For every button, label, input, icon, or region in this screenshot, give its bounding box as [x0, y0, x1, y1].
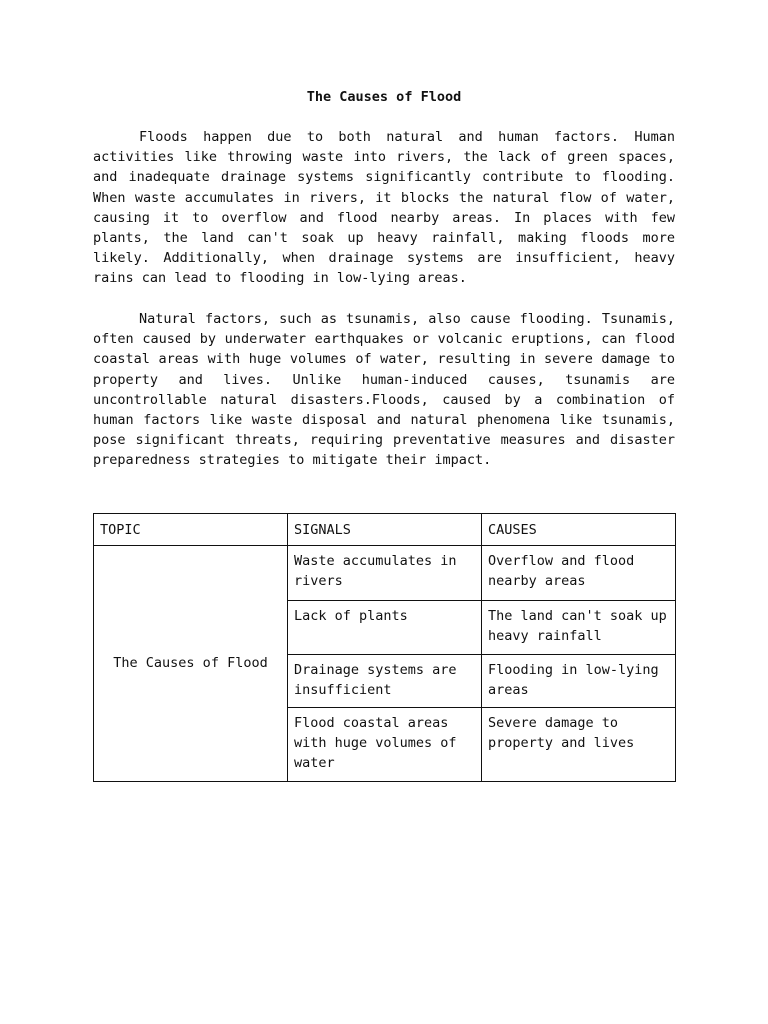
table-header-row — [94, 514, 676, 546]
cause-cell: Overflow and flood nearby areas — [482, 546, 676, 601]
signal-cell: Drainage systems are insufficient — [288, 655, 482, 708]
document-title: The Causes of Flood — [306, 89, 462, 105]
signal-cell: Waste accumulates in rivers — [288, 546, 482, 601]
causes-table — [93, 513, 676, 782]
cause-cell: Severe damage to property and lives — [482, 708, 676, 782]
cause-cell: The land can't soak up heavy rainfall — [482, 601, 676, 655]
topic-cell: The Causes of Flood — [94, 546, 288, 782]
header-causes: CAUSES — [482, 514, 676, 546]
signal-cell: Lack of plants — [288, 601, 482, 655]
header-topic: TOPIC — [94, 514, 288, 546]
cause-cell: Flooding in low-lying areas — [482, 655, 676, 708]
header-signals: SIGNALS — [288, 514, 482, 546]
signal-cell: Flood coastal areas with huge volumes of water — [288, 708, 482, 782]
paragraph-human-factors: Floods happen due to both natural and human factors. Human activities like throwing waste into rivers, the lack of green spaces, and inadequate drainage systems significantly contribute to flooding. When waste accumulates in rivers, it blocks the natural flow of water, causing it to overflow and flood nearby areas. In places with few plants, the land can't soak up heavy rainfall, making floods more likely. Additionally, when drainage systems are insufficient, heavy rains can lead to flooding in low-lying areas. — [93, 129, 675, 287]
paragraph-natural-factors: Natural factors, such as tsunamis, also cause flooding. Tsunamis, often caused by underwater earthquakes or volcanic eruptions, can flood coastal areas with huge volumes of water, resulting in severe damage to property and lives. Unlike human-induced causes, tsunamis are uncontrollable natural disasters.Floods, caused by a combination of human factors like waste disposal and natural phenomena like tsunamis, pose significant threats, requiring preventative measures and disaster preparedness strategies to mitigate their impact. — [93, 311, 675, 469]
table-row — [94, 546, 676, 601]
